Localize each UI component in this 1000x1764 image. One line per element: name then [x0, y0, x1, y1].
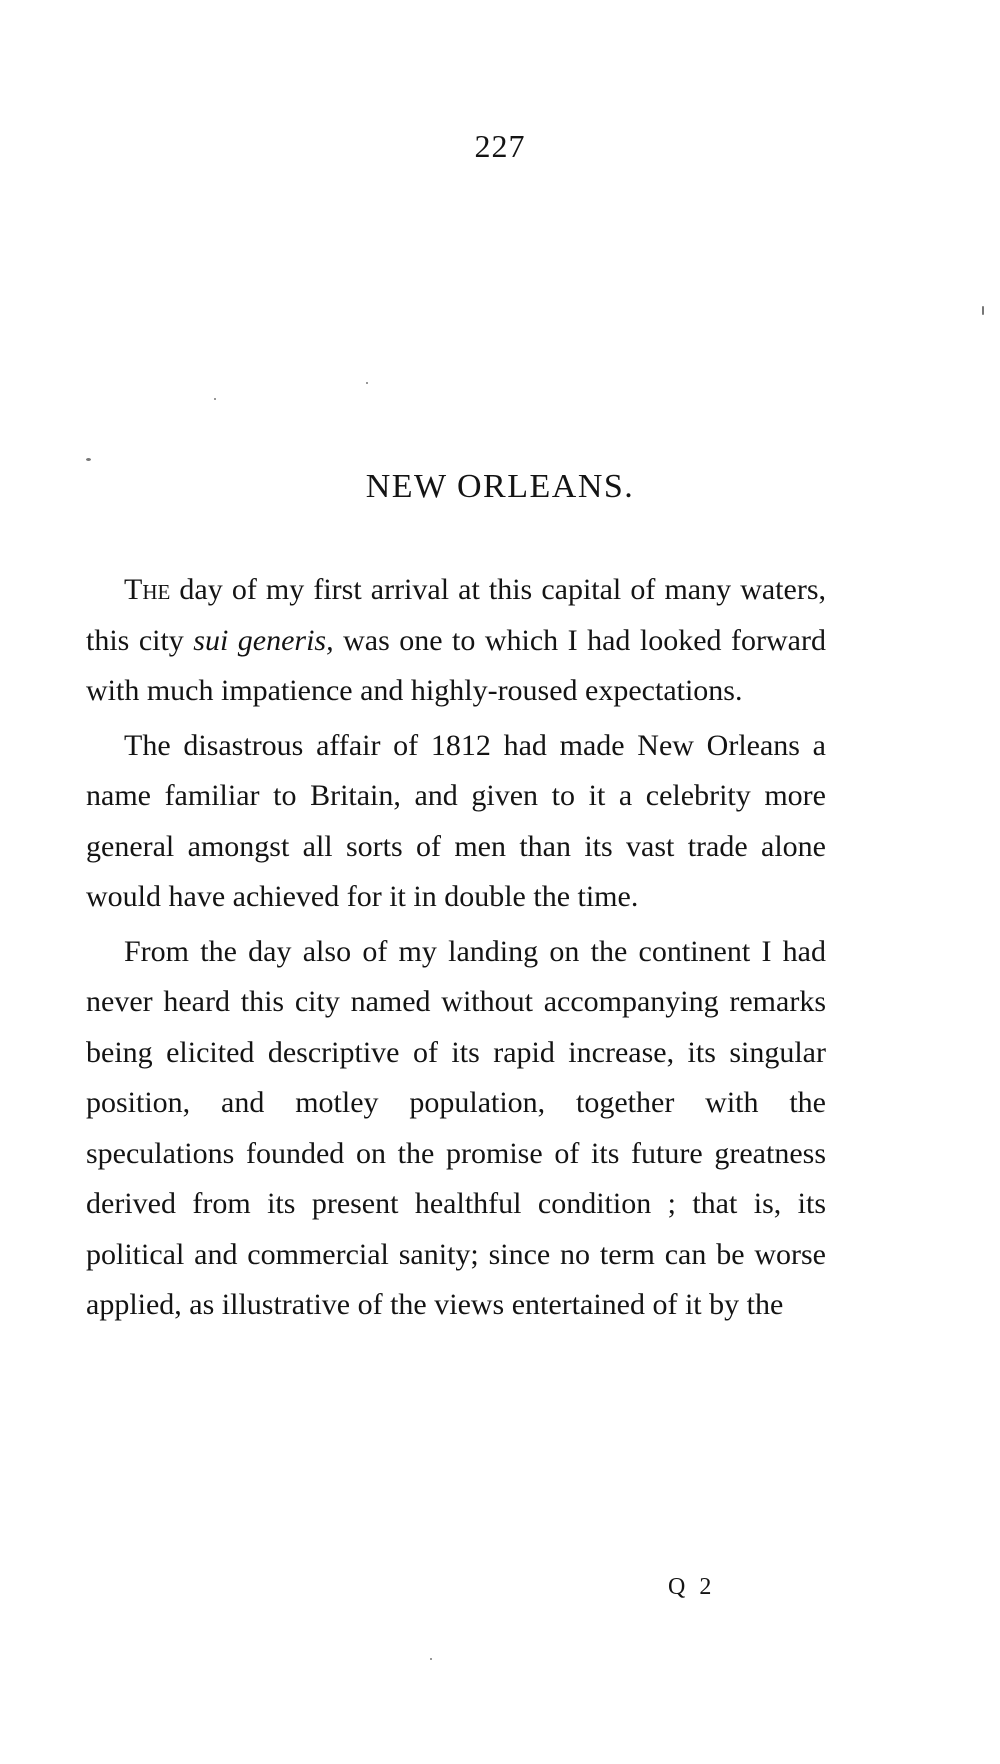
- italic-phrase: sui generis,: [193, 623, 334, 657]
- paragraph-3: From the day also of my landing on the continent I had never heard this city named without accompanying remarks being elicited descriptive of its rapid increase, its singular position, and motley population, together with the speculations founded on the promise of its future greatness derived from its present healthful condition ; that is, its political and commercial sanity; since no term can be worse applied, as illustrative of the views entertained of it by the: [86, 934, 826, 1321]
- paper-speck: [366, 382, 368, 384]
- paper-speck: [982, 306, 984, 315]
- chapter-title: NEW ORLEANS.: [365, 468, 635, 505]
- paragraph-1: [86, 565, 826, 717]
- paragraph-1-text-end: was one to which I had looked forward with much impatience and highly-roused expectations.: [86, 623, 826, 707]
- paragraph-1-text-start: day of my first arrival at this capital of many waters, this city: [86, 573, 826, 657]
- page-number: 227: [474, 128, 526, 164]
- paper-speck: [86, 458, 91, 461]
- paragraph-2: The disastrous affair of 1812 had made New Orleans a name familiar to Britain, and given to it a celebrity more general amongst all sorts of men than its vast trade alone would have achieved for it in double the time.: [86, 728, 826, 913]
- paper-speck: [214, 398, 216, 400]
- paper-speck: [430, 1658, 432, 1660]
- signature-mark: Q 2: [668, 1574, 716, 1600]
- lead-word: The: [124, 573, 171, 606]
- body-text: [86, 565, 826, 1335]
